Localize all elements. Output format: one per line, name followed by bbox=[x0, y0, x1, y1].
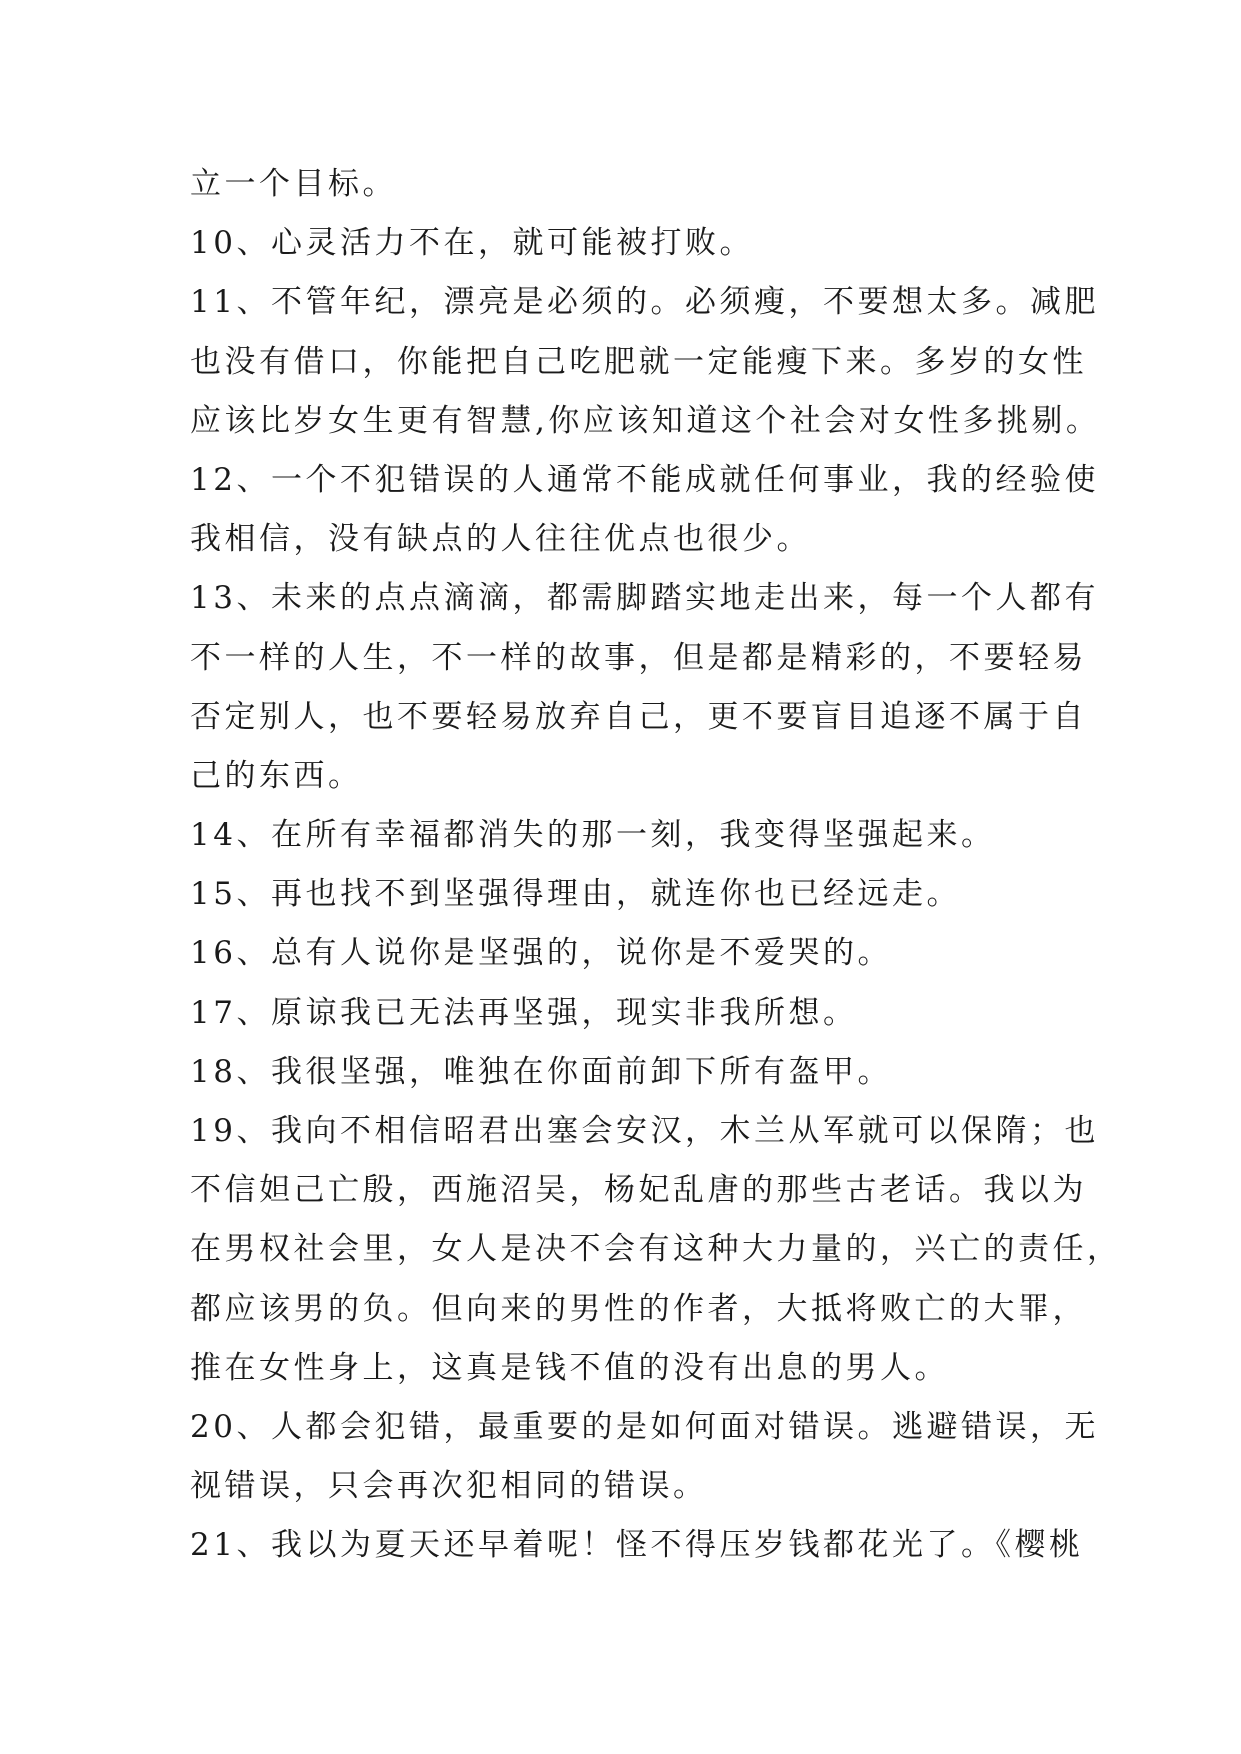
text-line: 14、在所有幸福都消失的那一刻，我变得坚强起来。 bbox=[190, 817, 996, 854]
text-line: 否定别人，也不要轻易放弃自己，更不要盲目追逐不属于自 bbox=[190, 698, 1087, 735]
text-line: 不一样的人生，不一样的故事，但是都是精彩的，不要轻易 bbox=[190, 639, 1087, 676]
text-line: 视错误，只会再次犯相同的错误。 bbox=[190, 1468, 708, 1505]
text-line: 10、心灵活力不在，就可能被打败。 bbox=[190, 225, 754, 262]
text-line: 19、我向不相信昭君出塞会安汉，木兰从军就可以保隋；也 bbox=[190, 1113, 1099, 1149]
text-line: 不信妲己亡殷，西施沼吴，杨妃乱唐的那些古老话。我以为 bbox=[190, 1172, 1087, 1209]
text-line: 在男权社会里，女人是决不会有这种大力量的，兴亡的责任， bbox=[190, 1231, 1122, 1268]
text-line: 21、我以为夏天还早着呢！怪不得压岁钱都花光了。《樱桃 bbox=[190, 1527, 1084, 1564]
text-line: 17、原谅我已无法再坚强，现实非我所想。 bbox=[190, 994, 858, 1031]
text-line: 都应该男的负。但向来的男性的作者，大抵将败亡的大罪， bbox=[190, 1290, 1087, 1327]
text-line: 18、我很坚强，唯独在你面前卸下所有盔甲。 bbox=[190, 1053, 892, 1090]
text-line: 13、未来的点点滴滴，都需脚踏实地走出来，每一个人都有 bbox=[190, 580, 1099, 617]
text-line: 己的东西。 bbox=[190, 757, 363, 794]
text-line: 12、一个不犯错误的人通常不能成就任何事业，我的经验使 bbox=[190, 461, 1099, 498]
text-line: 15、再也找不到坚强得理由，就连你也已经远走。 bbox=[190, 876, 961, 913]
document-body bbox=[190, 155, 1122, 1576]
text-line: 推在女性身上，这真是钱不值的没有出息的男人。 bbox=[190, 1349, 949, 1386]
text-line: 也没有借口，你能把自己吃肥就一定能瘦下来。多岁的女性 bbox=[190, 343, 1087, 380]
text-line: 应该比岁女生更有智慧,你应该知道这个社会对女性多挑剔。 bbox=[190, 402, 1101, 439]
text-line: 11、不管年纪，漂亮是必须的。必须瘦，不要想太多。减肥 bbox=[190, 284, 1099, 321]
text-line: 立一个目标。 bbox=[190, 166, 397, 202]
text-line: 20、人都会犯错，最重要的是如何面对错误。逃避错误，无 bbox=[190, 1408, 1099, 1445]
text-line: 我相信，没有缺点的人往往优点也很少。 bbox=[190, 521, 811, 558]
text-line: 16、总有人说你是坚强的，说你是不爱哭的。 bbox=[190, 935, 892, 972]
